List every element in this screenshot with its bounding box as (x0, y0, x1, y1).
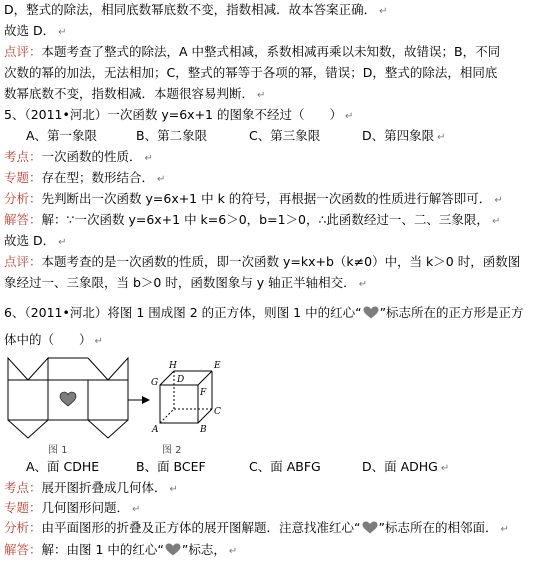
vertex-b-label: B (200, 425, 207, 435)
fenxi-line (4, 520, 509, 536)
question-text: ”标志所在的正方形是正方 (379, 305, 524, 320)
option-b: B、面 BCEF (136, 459, 206, 474)
text-content: 一次函数的性质． (41, 149, 142, 164)
option-c: C、第三象限 (249, 128, 321, 143)
return-mark-icon: ↵ (491, 216, 501, 227)
text-line (4, 2, 388, 18)
return-mark-icon: ↵ (94, 336, 103, 347)
zhuanti-line (4, 170, 165, 186)
text-line (4, 86, 265, 102)
return-mark-icon: ↵ (58, 27, 67, 38)
return-mark-icon: ↵ (494, 195, 503, 206)
comment-line (4, 44, 500, 60)
return-mark-icon: ↵ (379, 6, 388, 17)
text-line (4, 65, 497, 81)
vertex-h-label: H (169, 361, 177, 371)
text-line (4, 23, 67, 39)
text-content: ”标志， (181, 542, 226, 557)
kaodian-tag: 考点： (4, 149, 42, 164)
text-content: ”标志所在的相邻面． (378, 520, 498, 535)
text-content: 展开图折叠成几何体． (41, 480, 167, 495)
return-mark-icon: ↵ (132, 504, 141, 515)
dianping-tag: 点评： (4, 254, 42, 269)
text-content: 存在型；数形结合． (41, 170, 155, 185)
return-mark-icon: ↵ (437, 132, 446, 143)
text-content: 本题考查了整式的除法，A 中整式相减，系数相减再乘以未知数，故错误；B，不同 (41, 44, 501, 59)
jieda-line (4, 212, 500, 228)
text-content: 先判断出一次函数 y=6x+1 中 k 的符号，再根据一次函数的性质进行解答即可． (41, 191, 492, 206)
heart-icon (363, 306, 379, 319)
question-text: 6、（2011•河北）将图 1 围成图 2 的正方体，则图 1 中的红心“ (4, 305, 362, 320)
zhuanti-tag: 专题： (4, 170, 42, 185)
return-mark-icon: ↵ (58, 237, 67, 248)
jieda-tag: 解答： (4, 212, 42, 227)
text-content: 次数的幂的加法，无法相加；C，整式的幂等于各项的幂，错误；D，整式的除法，相同底 (4, 65, 498, 80)
return-mark-icon: ↵ (257, 90, 266, 101)
question-6-cont (4, 332, 103, 348)
text-content: 几何图形问题． (41, 500, 130, 515)
heart-icon (362, 521, 378, 534)
return-mark-icon: ↵ (228, 546, 238, 557)
text-content: 故选 D． (4, 233, 56, 248)
vertex-d-label: D (177, 375, 185, 385)
text-content: 象经过一、三象限，当 b＞0 时，函数图象与 y 轴正半轴相交． (4, 275, 356, 290)
jieda-line (4, 542, 237, 558)
kaodian-tag: 考点： (4, 480, 42, 495)
question-5-title (4, 107, 353, 123)
option-b: B、第二象限 (136, 128, 208, 143)
text-content: 数幂底数不变，指数相减．本题很容易判断． (4, 86, 255, 101)
return-mark-icon: ↵ (169, 484, 178, 495)
text-content: D，整式的除法，相同底数幂底数不变，指数相减．故本答案正确． (4, 2, 377, 17)
zhuanti-tag: 专题： (4, 500, 42, 515)
return-mark-icon: ↵ (344, 111, 354, 122)
text-content: 解：∵一次函数 y=6x+1 中 k=6＞0，b=1＞0，∴此函数经过一、二、三象限， (41, 212, 489, 227)
option-d: D、第四象限 (362, 128, 435, 143)
kaodian-line (4, 149, 153, 165)
question-text: 体中的（ ） (4, 332, 92, 347)
return-mark-icon: ↵ (500, 524, 509, 535)
question-5-options (26, 128, 446, 144)
return-mark-icon: ↵ (157, 174, 166, 185)
vertex-g-label: G (151, 378, 159, 388)
figure-2-caption: 图 2 (162, 445, 182, 456)
heart-icon (60, 392, 76, 406)
option-a: A、第一象限 (26, 128, 98, 143)
text-line (4, 275, 367, 291)
dianping-line (4, 254, 520, 270)
question-6-options (26, 459, 449, 475)
return-mark-icon: ↵ (358, 279, 368, 290)
jieda-tag: 解答： (4, 542, 42, 557)
fenxi-tag: 分析： (4, 520, 42, 535)
option-a: A、面 CDHE (26, 459, 100, 474)
text-content: 故选 D． (4, 23, 56, 38)
text-line (4, 233, 67, 249)
text-content: 解：由图 1 中的红心“ (41, 542, 164, 557)
option-d: D、面 ADHG (362, 459, 438, 474)
text-content: 本题考查的是一次函数的性质，即一次函数 y=kx+b（k≠0）中，当 k＞0 时，函数图 (41, 254, 521, 269)
kaodian-line (4, 480, 178, 496)
fenxi-tag: 分析： (4, 191, 42, 206)
option-c: C、面 ABFG (249, 459, 321, 474)
vertex-c-label: C (214, 407, 221, 417)
figure-1-caption: 图 1 (48, 445, 68, 456)
zhuanti-line (4, 500, 140, 516)
return-mark-icon: ↵ (144, 153, 153, 164)
heart-icon (165, 543, 181, 556)
figure-area (0, 350, 559, 460)
arrow-icon (128, 396, 150, 404)
vertex-f-label: F (200, 388, 207, 398)
vertex-a-label: A (152, 425, 159, 435)
fenxi-line (4, 191, 503, 207)
question-6-title (4, 305, 524, 321)
text-content: 由平面图形的折叠及正方体的展开图解题．注意找准红心“ (41, 520, 361, 535)
return-mark-icon: ↵ (440, 463, 450, 474)
comment-tag: 点评： (4, 44, 42, 59)
vertex-e-label: E (214, 361, 221, 371)
question-text: 5、（2011•河北）一次函数 y=6x+1 的图象不经过（ ） (4, 107, 342, 122)
